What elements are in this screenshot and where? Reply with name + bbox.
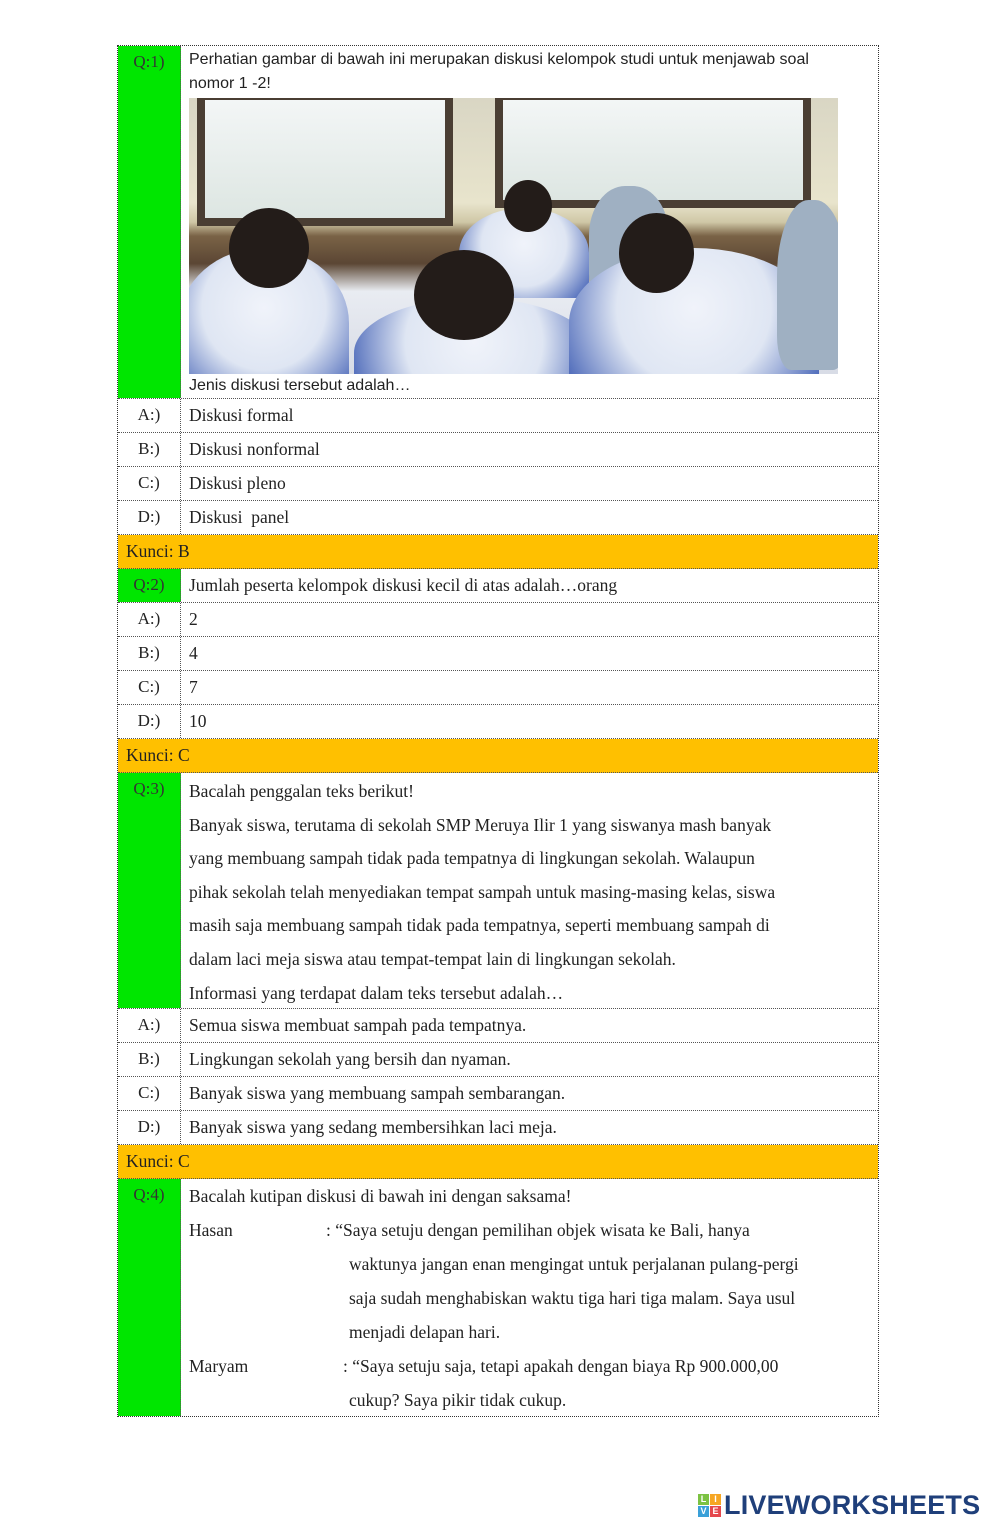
option-label: A:) bbox=[118, 1009, 181, 1042]
q2-option-c[interactable] bbox=[118, 671, 878, 705]
option-text: Diskusi nonformal bbox=[189, 439, 320, 459]
question-3-label: Q:3) bbox=[118, 773, 181, 1008]
option-text: Banyak siswa yang sedang membersihkan laci meja. bbox=[189, 1117, 557, 1137]
option-text: Banyak siswa yang membuang sampah sembarangan. bbox=[189, 1083, 566, 1103]
dialog-line: menjadi delapan hari. bbox=[349, 1322, 501, 1342]
question-3-prompt: Bacalah penggalan teks berikut! bbox=[189, 781, 414, 801]
q1-answer-key: Kunci: B bbox=[118, 535, 878, 569]
dialog-line: waktunya jangan enan mengingat untuk perjalanan pulang-pergi bbox=[349, 1254, 799, 1274]
q1-option-b[interactable] bbox=[118, 433, 878, 467]
question-1-question-line: Jenis diskusi tersebut adalah… bbox=[189, 377, 411, 394]
liveworksheets-logo[interactable] bbox=[698, 1488, 980, 1522]
option-text: 2 bbox=[189, 609, 198, 629]
q2-option-b[interactable] bbox=[118, 637, 878, 671]
option-label: D:) bbox=[118, 501, 181, 534]
q1-option-c[interactable] bbox=[118, 467, 878, 501]
q2-option-a[interactable] bbox=[118, 603, 878, 637]
question-1-prompt: Perhatian gambar di bawah ini merupakan diskusi kelompok studi untuk menjawab soal nomor 1 -2! bbox=[189, 51, 809, 92]
question-4-content bbox=[181, 1179, 878, 1416]
passage-line: dalam laci meja siswa atau tempat-tempat lain di lingkungan sekolah. bbox=[189, 948, 676, 969]
option-text: 4 bbox=[189, 643, 198, 663]
question-3-question-line: Informasi yang terdapat dalam teks tersebut adalah… bbox=[189, 982, 564, 1003]
question-3-row bbox=[118, 773, 878, 1009]
passage-line: masih saja membuang sampah tidak pada tempatnya, seperti membuang sampah di bbox=[189, 915, 770, 936]
dialog-line: cukup? Saya pikir tidak cukup. bbox=[349, 1390, 567, 1410]
question-2-label: Q:2) bbox=[118, 569, 181, 602]
q3-option-d[interactable] bbox=[118, 1111, 878, 1145]
question-1-label: Q:1) bbox=[118, 46, 181, 398]
option-text: Semua siswa membuat sampah pada tempatnya. bbox=[189, 1015, 527, 1035]
question-4-row bbox=[118, 1179, 878, 1416]
logo-letter: L bbox=[698, 1494, 709, 1505]
logo-letter: E bbox=[710, 1506, 721, 1517]
discussion-photo bbox=[189, 98, 838, 374]
option-label: D:) bbox=[118, 705, 181, 738]
option-text: 7 bbox=[189, 677, 198, 697]
logo-letter: I bbox=[710, 1494, 721, 1505]
option-label: B:) bbox=[118, 433, 181, 466]
logo-letter: V bbox=[698, 1506, 709, 1517]
live-blocks-icon bbox=[698, 1494, 721, 1517]
passage-line: pihak sekolah telah menyediakan tempat sampah untuk masing-masing kelas, siswa bbox=[189, 881, 776, 902]
option-label: C:) bbox=[118, 671, 181, 704]
question-4-label: Q:4) bbox=[118, 1179, 181, 1416]
passage-line: yang membuang sampah tidak pada tempatnya di lingkungan sekolah. Walaupun bbox=[189, 848, 755, 869]
option-label: A:) bbox=[118, 603, 181, 636]
dialog-line: : “Saya setuju dengan pemilihan objek wisata ke Bali, hanya bbox=[326, 1220, 750, 1240]
option-text: Diskusi pleno bbox=[189, 473, 286, 493]
speaker-name: Hasan bbox=[189, 1220, 233, 1240]
logo-text: LIVEWORKSHEETS bbox=[724, 1489, 981, 1520]
dialog-hasan bbox=[189, 1213, 870, 1349]
option-label: B:) bbox=[118, 1043, 181, 1076]
option-label: B:) bbox=[118, 637, 181, 670]
question-1-row bbox=[118, 46, 878, 399]
question-3-content bbox=[181, 773, 878, 1008]
q1-option-d[interactable] bbox=[118, 501, 878, 535]
q3-option-b[interactable] bbox=[118, 1043, 878, 1077]
dialog-line: : “Saya setuju saja, tetapi apakah dengan biaya Rp 900.000,00 bbox=[343, 1356, 779, 1376]
worksheet-table bbox=[117, 45, 879, 1417]
option-label: D:) bbox=[118, 1111, 181, 1144]
q3-option-a[interactable] bbox=[118, 1009, 878, 1043]
q2-answer-key: Kunci: C bbox=[118, 739, 878, 773]
question-2-prompt: Jumlah peserta kelompok diskusi kecil di atas adalah…orang bbox=[189, 575, 618, 595]
q2-option-d[interactable] bbox=[118, 705, 878, 739]
q1-option-a[interactable] bbox=[118, 399, 878, 433]
question-1-content bbox=[181, 46, 878, 398]
option-label: A:) bbox=[118, 399, 181, 432]
dialog-line: saja sudah menghabiskan waktu tiga hari tiga malam. Saya usul bbox=[349, 1288, 796, 1308]
option-label: C:) bbox=[118, 1077, 181, 1110]
option-text: Diskusi formal bbox=[189, 405, 294, 425]
option-text: Lingkungan sekolah yang bersih dan nyaman. bbox=[189, 1049, 511, 1069]
q3-option-c[interactable] bbox=[118, 1077, 878, 1111]
speaker-name: Maryam bbox=[189, 1356, 249, 1376]
option-label: C:) bbox=[118, 467, 181, 500]
q3-answer-key: Kunci: C bbox=[118, 1145, 878, 1179]
passage-line: Banyak siswa, terutama di sekolah SMP Meruya Ilir 1 yang siswanya mash banyak bbox=[189, 814, 772, 835]
question-2-row bbox=[118, 569, 878, 603]
option-text: Diskusi panel bbox=[189, 507, 290, 527]
dialog-maryam bbox=[189, 1349, 870, 1417]
option-text: 10 bbox=[189, 711, 207, 731]
question-4-prompt: Bacalah kutipan diskusi di bawah ini dengan saksama! bbox=[189, 1186, 572, 1206]
